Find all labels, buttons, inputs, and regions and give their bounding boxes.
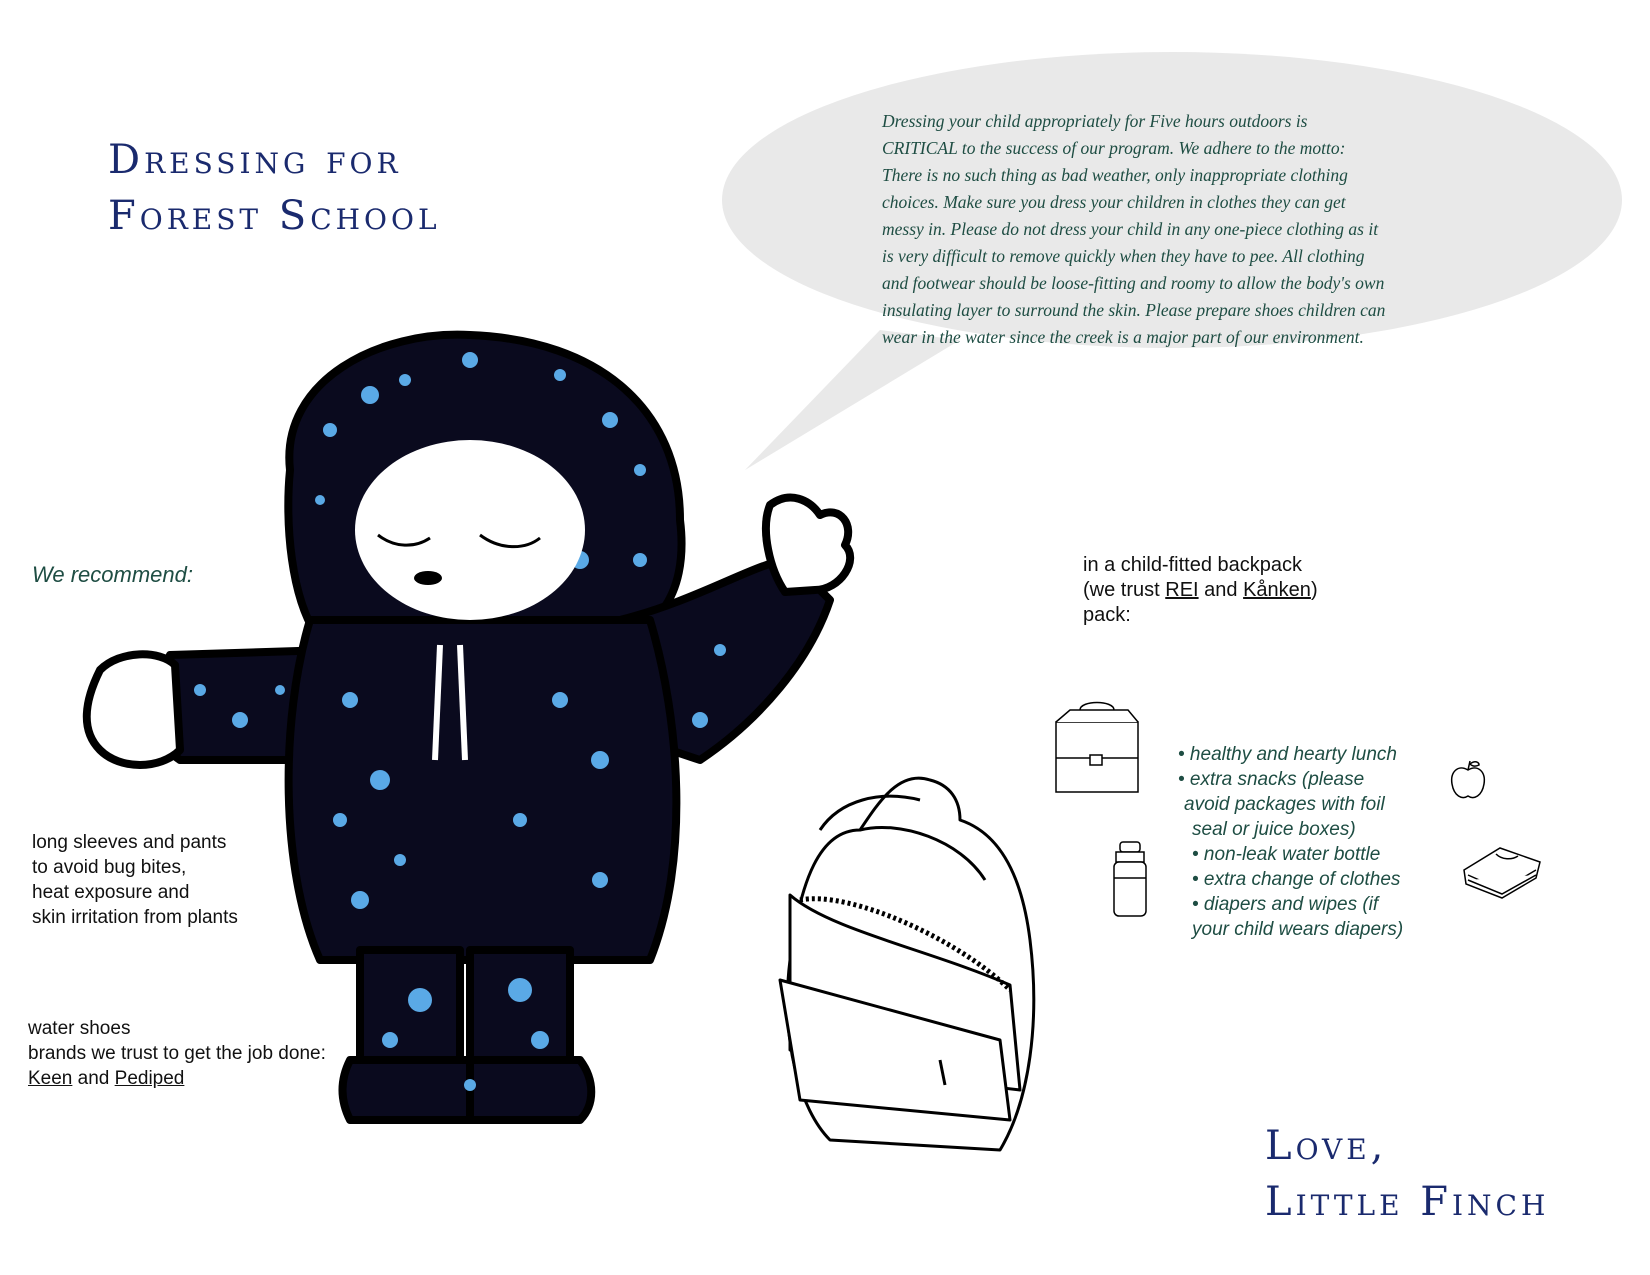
backpack-note-line-2 — [1083, 578, 1318, 603]
shoes-note-line-2: brands we trust to get the job done: — [28, 1043, 326, 1064]
bubble-line: and footwear should be loose-fitting and roomy to allow the body's own — [882, 273, 1385, 293]
bubble-line: wear in the water since the creek is a major part of our environment. — [882, 327, 1364, 347]
pack-list-item: • extra change of clothes — [1192, 869, 1401, 890]
sleeves-note-line: long sleeves and pants — [32, 832, 227, 853]
pack-list-item: • diapers and wipes (if — [1192, 894, 1379, 915]
pack-list-item: • extra snacks (please — [1178, 769, 1365, 790]
pack-list-item: • healthy and hearty lunch — [1178, 744, 1397, 765]
bubble-line: insulating layer to surround the skin. Please prepare shoes children can — [882, 300, 1386, 320]
lunchbox-icon — [1050, 700, 1150, 800]
pediped-link[interactable]: Pediped — [114, 1068, 185, 1089]
sleeves-note-line: skin irritation from plants — [32, 907, 238, 928]
backpack-note-line-3: pack: — [1083, 604, 1131, 626]
pack-list-item: seal or juice boxes) — [1192, 819, 1356, 840]
shoes-and-text: and — [77, 1068, 110, 1089]
rei-link[interactable]: REI — [1165, 579, 1199, 601]
backpack-note — [1083, 553, 1318, 628]
sleeves-note-line: to avoid bug bites, — [32, 857, 187, 878]
backpack-note-prefix: (we trust — [1083, 579, 1160, 601]
shoes-note-line-1: water shoes — [28, 1018, 131, 1039]
water-bottle-icon — [1110, 840, 1160, 920]
pack-list-item: avoid packages with foil — [1184, 794, 1385, 815]
bubble-line: CRITICAL to the success of our program. We adhere to the motto: — [882, 138, 1346, 158]
signoff-line-2: Little Finch — [1265, 1179, 1550, 1225]
title-line-1: Dressing for — [108, 137, 402, 183]
bubble-line: Dressing your child appropriately for Five hours outdoors is — [882, 111, 1308, 131]
title-line-2: Forest School — [108, 193, 441, 239]
bubble-line: messy in. Please do not dress your child in any one-piece clothing as it — [882, 219, 1379, 239]
signoff-line-1: Love, — [1265, 1123, 1388, 1169]
bubble-line: There is no such thing as bad weather, only inappropriate clothing — [882, 165, 1348, 185]
backpack-note-line-1: in a child-fitted backpack — [1083, 554, 1303, 576]
pack-list-item: • non-leak water bottle — [1192, 844, 1381, 865]
backpack-note-suffix: ) — [1310, 579, 1318, 601]
apple-icon — [1448, 758, 1493, 803]
sleeves-note-line: heat exposure and — [32, 882, 190, 903]
recommend-label: We recommend: — [32, 562, 193, 587]
signoff — [1265, 1118, 1549, 1230]
folded-clothes-icon — [1460, 842, 1545, 902]
keen-link[interactable]: Keen — [28, 1068, 73, 1089]
bubble-line: is very difficult to remove quickly when they have to pee. All clothing — [882, 246, 1365, 266]
pack-list-item: your child wears diapers) — [1192, 919, 1404, 940]
kanken-link[interactable]: Kånken — [1243, 579, 1311, 601]
bubble-line: choices. Make sure you dress your children in clothes they can get — [882, 192, 1346, 212]
pack-list — [1170, 742, 1440, 952]
backpack-and-text: and — [1204, 579, 1238, 601]
